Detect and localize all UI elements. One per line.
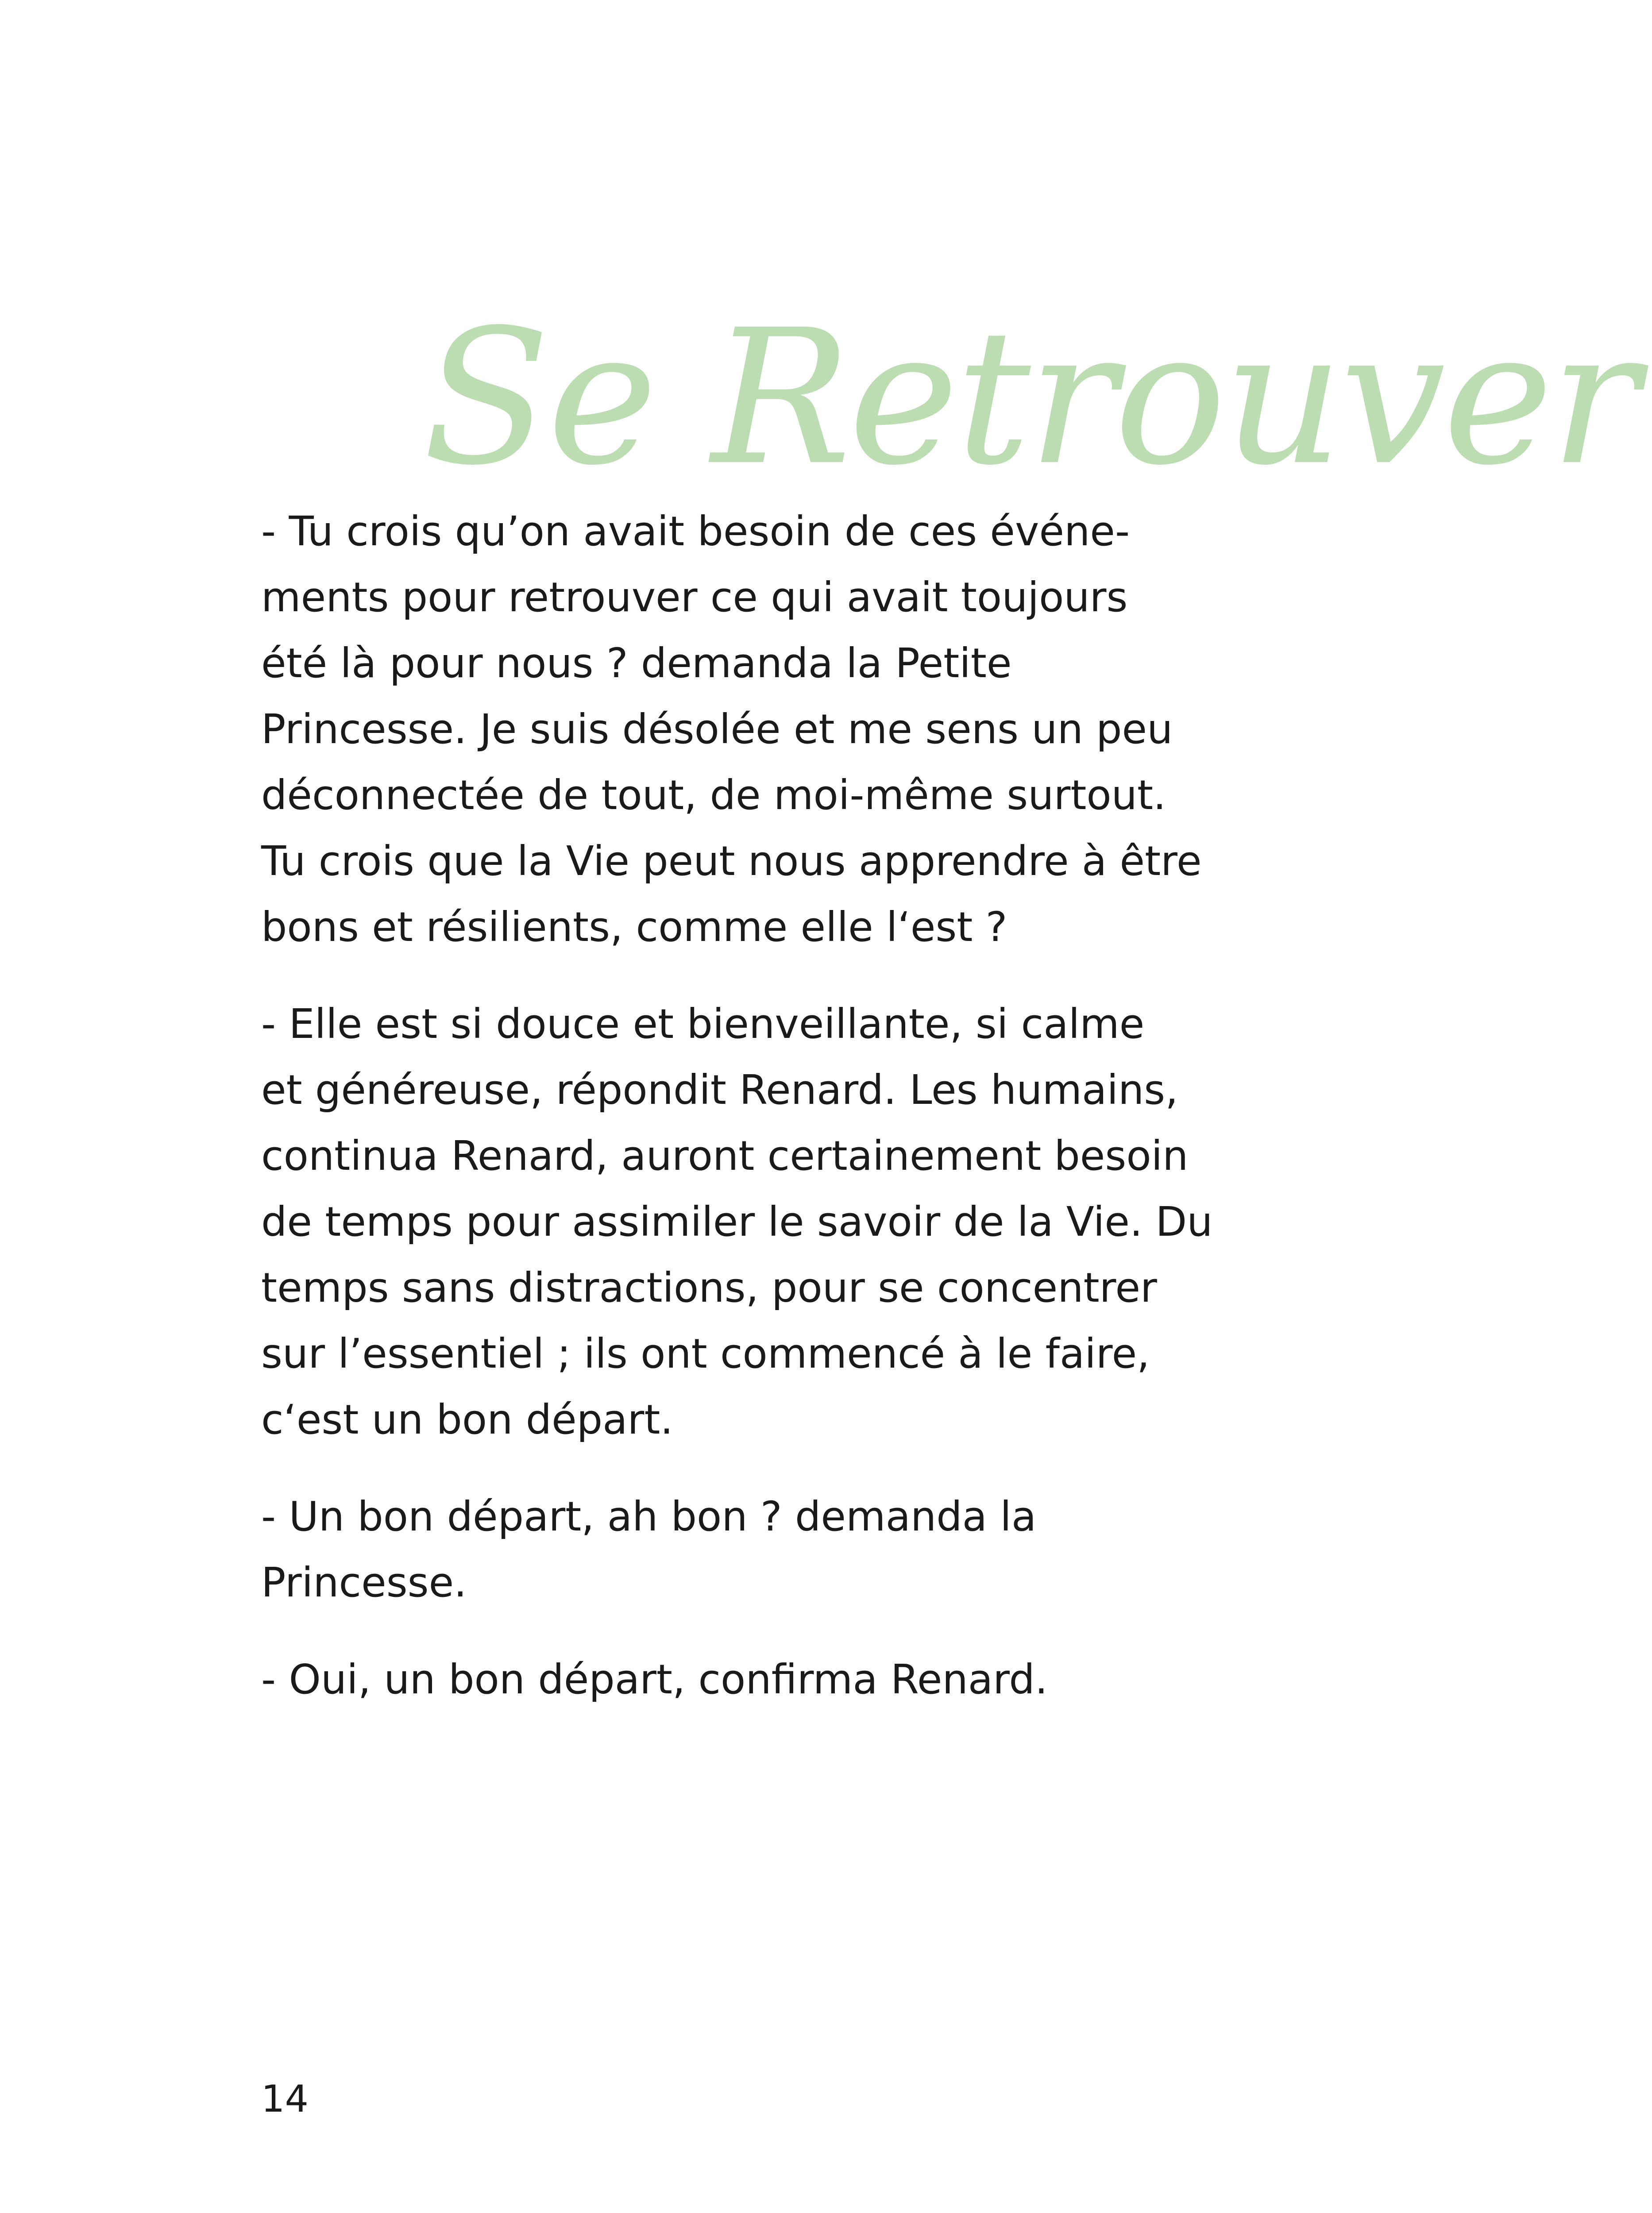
text-line: - Elle est si douce et bienveillante, si calme	[261, 1000, 1145, 1048]
text-line: Princesse.	[261, 1559, 467, 1606]
text-line: c‘est un bon départ.	[261, 1396, 673, 1443]
chapter-title: Se Retrouver	[423, 290, 1637, 506]
text-line: Tu crois que la Vie peut nous apprendre à être	[261, 837, 1202, 885]
text-line: continua Renard, auront certainement besoin	[261, 1132, 1189, 1180]
text-line: sur l’essentiel ; ils ont commencé à le faire,	[261, 1330, 1150, 1377]
page-number: 14	[261, 2077, 309, 2120]
text-line: ments pour retrouver ce qui avait toujours	[261, 574, 1128, 621]
text-line: été là pour nous ? demanda la Petite	[261, 640, 1012, 687]
text-line: - Tu crois qu’on avait besoin de ces événe-	[261, 508, 1130, 555]
text-line: et généreuse, répondit Renard. Les humains,	[261, 1066, 1178, 1114]
text-line: de temps pour assimiler le savoir de la Vie. Du	[261, 1198, 1213, 1245]
paragraph-3	[261, 1484, 1332, 1615]
text-line: - Un bon départ, ah bon ? demanda la	[261, 1493, 1037, 1540]
text-line: - Oui, un bon départ, confirma Renard.	[261, 1656, 1048, 1703]
text-line: Princesse. Je suis désolée et me sens un peu	[261, 706, 1173, 753]
paragraph-1	[261, 498, 1332, 960]
text-line: temps sans distractions, pour se concentrer	[261, 1264, 1157, 1311]
paragraph-4	[261, 1646, 1332, 1712]
body-text	[261, 498, 1332, 1743]
paragraph-2	[261, 991, 1332, 1453]
text-line: déconnectée de tout, de moi-même surtout.	[261, 771, 1166, 819]
text-line: bons et résilients, comme elle l‘est ?	[261, 903, 1007, 951]
